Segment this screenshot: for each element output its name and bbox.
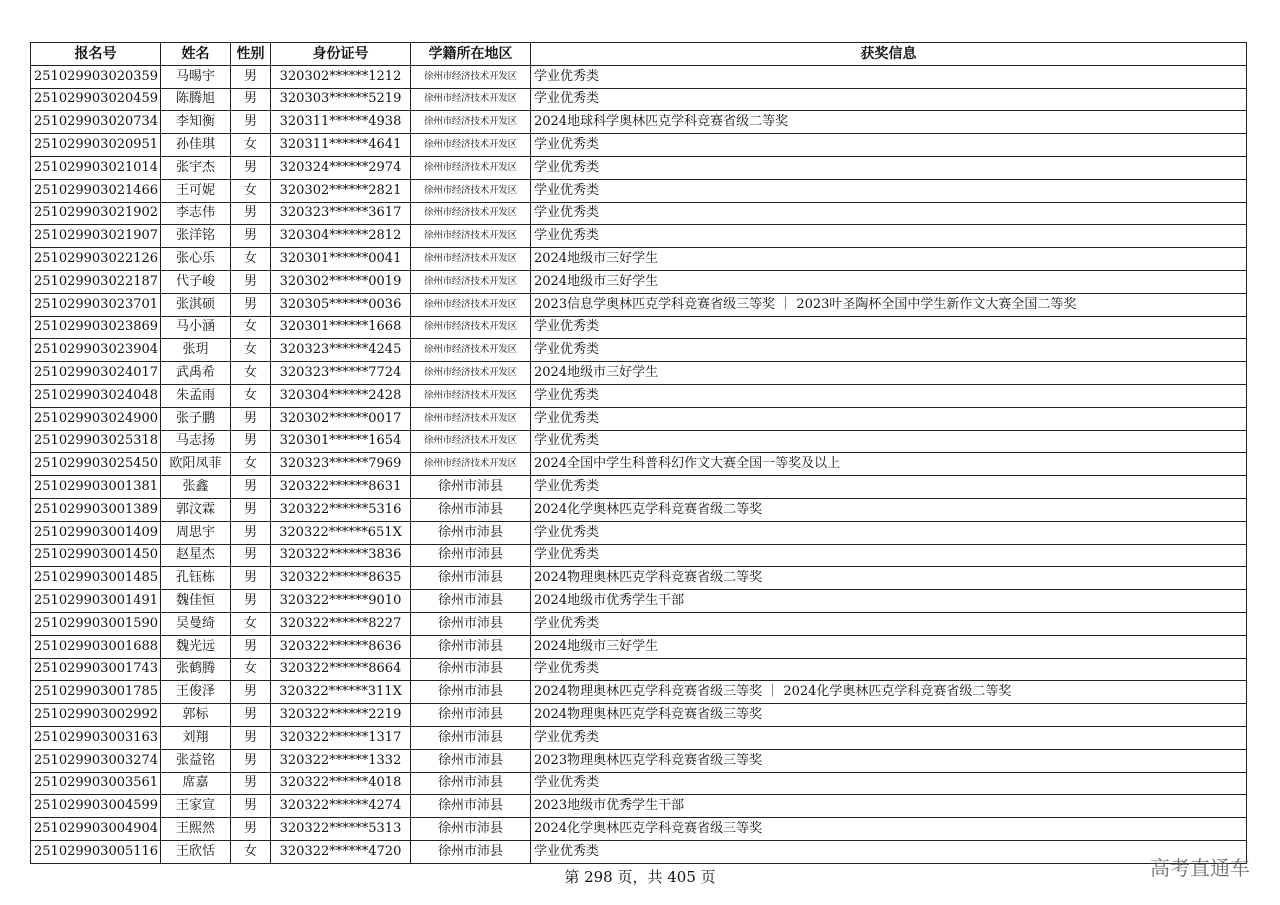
table-row bbox=[31, 749, 1247, 772]
table-row bbox=[31, 316, 1247, 339]
award-info-cell: 学业优秀类 bbox=[531, 840, 1247, 863]
registration-number-cell: 251029903023869 bbox=[31, 316, 161, 339]
name-cell: 赵星杰 bbox=[161, 544, 231, 567]
registration-number-cell: 251029903020359 bbox=[31, 65, 161, 88]
name-cell: 武禹希 bbox=[161, 362, 231, 385]
table-row bbox=[31, 179, 1247, 202]
gender-cell: 女 bbox=[231, 453, 271, 476]
gender-cell: 女 bbox=[231, 840, 271, 863]
id-number-cell: 320322******8635 bbox=[271, 567, 411, 590]
id-number-cell: 320322******1332 bbox=[271, 749, 411, 772]
table-row bbox=[31, 476, 1247, 499]
table-row bbox=[31, 521, 1247, 544]
table-row bbox=[31, 567, 1247, 590]
table-row bbox=[31, 590, 1247, 613]
registration-number-cell: 251029903025450 bbox=[31, 453, 161, 476]
name-cell: 马志扬 bbox=[161, 430, 231, 453]
award-info-cell: 学业优秀类 bbox=[531, 179, 1247, 202]
registration-number-cell: 251029903001450 bbox=[31, 544, 161, 567]
id-number-cell: 320323******7969 bbox=[271, 453, 411, 476]
region-cell: 徐州市经济技术开发区 bbox=[411, 156, 531, 179]
name-cell: 王熙然 bbox=[161, 818, 231, 841]
registration-number-cell: 251029903001785 bbox=[31, 681, 161, 704]
award-info-cell: 2023物理奥林匹克学科竞赛省级三等奖 bbox=[531, 749, 1247, 772]
gender-cell: 男 bbox=[231, 795, 271, 818]
award-info-cell: 学业优秀类 bbox=[531, 430, 1247, 453]
table-row bbox=[31, 681, 1247, 704]
award-info-cell: 2024地级市三好学生 bbox=[531, 248, 1247, 271]
region-cell: 徐州市经济技术开发区 bbox=[411, 134, 531, 157]
id-number-cell: 320322******2219 bbox=[271, 704, 411, 727]
name-cell: 郭汶霖 bbox=[161, 498, 231, 521]
registration-number-cell: 251029903024048 bbox=[31, 384, 161, 407]
name-cell: 马小涵 bbox=[161, 316, 231, 339]
table-row bbox=[31, 156, 1247, 179]
id-number-cell: 320322******4018 bbox=[271, 772, 411, 795]
gender-cell: 女 bbox=[231, 362, 271, 385]
watermark-logo: 高考直通车 bbox=[1150, 856, 1250, 880]
id-number-cell: 320302******0017 bbox=[271, 407, 411, 430]
registration-number-cell: 251029903021014 bbox=[31, 156, 161, 179]
registration-number-cell: 251029903020459 bbox=[31, 88, 161, 111]
gender-cell: 男 bbox=[231, 293, 271, 316]
registration-number-cell: 251029903002992 bbox=[31, 704, 161, 727]
header-id-number: 身份证号 bbox=[271, 43, 411, 66]
gender-cell: 男 bbox=[231, 476, 271, 499]
award-info-cell: 2024地级市三好学生 bbox=[531, 362, 1247, 385]
registration-number-cell: 251029903001409 bbox=[31, 521, 161, 544]
table-row bbox=[31, 202, 1247, 225]
name-cell: 欧阳凤菲 bbox=[161, 453, 231, 476]
gender-cell: 男 bbox=[231, 567, 271, 590]
table-row bbox=[31, 384, 1247, 407]
table-row bbox=[31, 270, 1247, 293]
gender-cell: 男 bbox=[231, 156, 271, 179]
table-row bbox=[31, 225, 1247, 248]
award-info-cell: 学业优秀类 bbox=[531, 316, 1247, 339]
region-cell: 徐州市沛县 bbox=[411, 521, 531, 544]
award-info-cell: 学业优秀类 bbox=[531, 88, 1247, 111]
table-row bbox=[31, 111, 1247, 134]
registration-number-cell: 251029903021466 bbox=[31, 179, 161, 202]
id-number-cell: 320323******3617 bbox=[271, 202, 411, 225]
id-number-cell: 320322******8636 bbox=[271, 635, 411, 658]
gender-cell: 男 bbox=[231, 749, 271, 772]
name-cell: 王俊泽 bbox=[161, 681, 231, 704]
id-number-cell: 320322******651X bbox=[271, 521, 411, 544]
id-number-cell: 320322******8631 bbox=[271, 476, 411, 499]
registration-number-cell: 251029903005116 bbox=[31, 840, 161, 863]
region-cell: 徐州市沛县 bbox=[411, 726, 531, 749]
region-cell: 徐州市沛县 bbox=[411, 818, 531, 841]
header-gender: 性别 bbox=[231, 43, 271, 66]
page-number: 第 298 页，共 405 页 bbox=[564, 868, 716, 886]
registration-number-cell: 251029903025318 bbox=[31, 430, 161, 453]
header-award-info: 获奖信息 bbox=[531, 43, 1247, 66]
award-info-cell: 学业优秀类 bbox=[531, 156, 1247, 179]
award-info-cell: 学业优秀类 bbox=[531, 407, 1247, 430]
region-cell: 徐州市沛县 bbox=[411, 658, 531, 681]
header-registration-number: 报名号 bbox=[31, 43, 161, 66]
name-cell: 郭标 bbox=[161, 704, 231, 727]
table-row bbox=[31, 407, 1247, 430]
region-cell: 徐州市经济技术开发区 bbox=[411, 225, 531, 248]
name-cell: 刘翔 bbox=[161, 726, 231, 749]
registration-number-cell: 251029903024017 bbox=[31, 362, 161, 385]
gender-cell: 男 bbox=[231, 681, 271, 704]
name-cell: 孔钰栋 bbox=[161, 567, 231, 590]
id-number-cell: 320301******0041 bbox=[271, 248, 411, 271]
registration-number-cell: 251029903004904 bbox=[31, 818, 161, 841]
table-row bbox=[31, 612, 1247, 635]
award-info-cell: 学业优秀类 bbox=[531, 612, 1247, 635]
gender-cell: 女 bbox=[231, 339, 271, 362]
id-number-cell: 320302******2821 bbox=[271, 179, 411, 202]
region-cell: 徐州市沛县 bbox=[411, 612, 531, 635]
award-info-cell: 学业优秀类 bbox=[531, 772, 1247, 795]
id-number-cell: 320311******4938 bbox=[271, 111, 411, 134]
region-cell: 徐州市经济技术开发区 bbox=[411, 453, 531, 476]
region-cell: 徐州市经济技术开发区 bbox=[411, 339, 531, 362]
name-cell: 魏佳恒 bbox=[161, 590, 231, 613]
table-row bbox=[31, 840, 1247, 863]
region-cell: 徐州市沛县 bbox=[411, 749, 531, 772]
gender-cell: 女 bbox=[231, 384, 271, 407]
table-header-row bbox=[31, 43, 1247, 66]
id-number-cell: 320322******3836 bbox=[271, 544, 411, 567]
table-row bbox=[31, 658, 1247, 681]
gender-cell: 女 bbox=[231, 248, 271, 271]
gender-cell: 女 bbox=[231, 612, 271, 635]
name-cell: 马晹宇 bbox=[161, 65, 231, 88]
id-number-cell: 320322******8227 bbox=[271, 612, 411, 635]
header-name: 姓名 bbox=[161, 43, 231, 66]
region-cell: 徐州市沛县 bbox=[411, 567, 531, 590]
id-number-cell: 320311******4641 bbox=[271, 134, 411, 157]
award-info-cell: 学业优秀类 bbox=[531, 339, 1247, 362]
gender-cell: 男 bbox=[231, 818, 271, 841]
table-row bbox=[31, 248, 1247, 271]
region-cell: 徐州市经济技术开发区 bbox=[411, 111, 531, 134]
region-cell: 徐州市经济技术开发区 bbox=[411, 65, 531, 88]
id-number-cell: 320302******1212 bbox=[271, 65, 411, 88]
award-info-cell: 学业优秀类 bbox=[531, 384, 1247, 407]
table-row bbox=[31, 65, 1247, 88]
id-number-cell: 320322******4274 bbox=[271, 795, 411, 818]
id-number-cell: 320322******311X bbox=[271, 681, 411, 704]
name-cell: 张玥 bbox=[161, 339, 231, 362]
registration-number-cell: 251029903020734 bbox=[31, 111, 161, 134]
region-cell: 徐州市经济技术开发区 bbox=[411, 293, 531, 316]
id-number-cell: 320323******4245 bbox=[271, 339, 411, 362]
award-list-table bbox=[30, 42, 1247, 864]
registration-number-cell: 251029903001381 bbox=[31, 476, 161, 499]
award-info-cell: 2024地级市三好学生 bbox=[531, 270, 1247, 293]
region-cell: 徐州市沛县 bbox=[411, 772, 531, 795]
table-row bbox=[31, 795, 1247, 818]
gender-cell: 女 bbox=[231, 134, 271, 157]
registration-number-cell: 251029903001688 bbox=[31, 635, 161, 658]
table-row bbox=[31, 772, 1247, 795]
award-info-cell: 学业优秀类 bbox=[531, 202, 1247, 225]
name-cell: 张洋铭 bbox=[161, 225, 231, 248]
region-cell: 徐州市经济技术开发区 bbox=[411, 316, 531, 339]
award-info-cell: 学业优秀类 bbox=[531, 225, 1247, 248]
name-cell: 陈腾旭 bbox=[161, 88, 231, 111]
registration-number-cell: 251029903001743 bbox=[31, 658, 161, 681]
name-cell: 席嘉 bbox=[161, 772, 231, 795]
award-info-cell: 2024地级市三好学生 bbox=[531, 635, 1247, 658]
award-info-cell: 2024物理奥林匹克学科竞赛省级三等奖 bbox=[531, 704, 1247, 727]
award-info-cell: 学业优秀类 bbox=[531, 134, 1247, 157]
name-cell: 代子峻 bbox=[161, 270, 231, 293]
gender-cell: 男 bbox=[231, 65, 271, 88]
id-number-cell: 320304******2812 bbox=[271, 225, 411, 248]
award-info-cell: 2024地级市优秀学生干部 bbox=[531, 590, 1247, 613]
award-info-cell: 2024物理奥林匹克学科竞赛省级三等奖 ｜ 2024化学奥林匹克学科竞赛省级二等奖 bbox=[531, 681, 1247, 704]
region-cell: 徐州市经济技术开发区 bbox=[411, 407, 531, 430]
region-cell: 徐州市经济技术开发区 bbox=[411, 384, 531, 407]
id-number-cell: 320322******1317 bbox=[271, 726, 411, 749]
name-cell: 张鑫 bbox=[161, 476, 231, 499]
registration-number-cell: 251029903024900 bbox=[31, 407, 161, 430]
gender-cell: 女 bbox=[231, 179, 271, 202]
registration-number-cell: 251029903001389 bbox=[31, 498, 161, 521]
name-cell: 张子鹏 bbox=[161, 407, 231, 430]
gender-cell: 男 bbox=[231, 544, 271, 567]
registration-number-cell: 251029903022187 bbox=[31, 270, 161, 293]
gender-cell: 男 bbox=[231, 407, 271, 430]
gender-cell: 男 bbox=[231, 88, 271, 111]
gender-cell: 男 bbox=[231, 704, 271, 727]
id-number-cell: 320324******2974 bbox=[271, 156, 411, 179]
region-cell: 徐州市沛县 bbox=[411, 590, 531, 613]
id-number-cell: 320304******2428 bbox=[271, 384, 411, 407]
region-cell: 徐州市沛县 bbox=[411, 544, 531, 567]
name-cell: 张心乐 bbox=[161, 248, 231, 271]
award-info-cell: 学业优秀类 bbox=[531, 521, 1247, 544]
registration-number-cell: 251029903023701 bbox=[31, 293, 161, 316]
registration-number-cell: 251029903023904 bbox=[31, 339, 161, 362]
table-row bbox=[31, 818, 1247, 841]
registration-number-cell: 251029903021902 bbox=[31, 202, 161, 225]
region-cell: 徐州市经济技术开发区 bbox=[411, 270, 531, 293]
gender-cell: 男 bbox=[231, 590, 271, 613]
gender-cell: 男 bbox=[231, 521, 271, 544]
table-row bbox=[31, 339, 1247, 362]
gender-cell: 男 bbox=[231, 111, 271, 134]
id-number-cell: 320301******1654 bbox=[271, 430, 411, 453]
table-row bbox=[31, 704, 1247, 727]
award-info-cell: 2024地球科学奥林匹克学科竞赛省级二等奖 bbox=[531, 111, 1247, 134]
id-number-cell: 320322******5316 bbox=[271, 498, 411, 521]
region-cell: 徐州市沛县 bbox=[411, 476, 531, 499]
table-row bbox=[31, 726, 1247, 749]
name-cell: 李知衡 bbox=[161, 111, 231, 134]
gender-cell: 男 bbox=[231, 270, 271, 293]
registration-number-cell: 251029903003274 bbox=[31, 749, 161, 772]
table-row bbox=[31, 293, 1247, 316]
name-cell: 魏光远 bbox=[161, 635, 231, 658]
gender-cell: 女 bbox=[231, 658, 271, 681]
table-row bbox=[31, 498, 1247, 521]
award-info-cell: 学业优秀类 bbox=[531, 658, 1247, 681]
region-cell: 徐州市经济技术开发区 bbox=[411, 179, 531, 202]
name-cell: 王家宣 bbox=[161, 795, 231, 818]
id-number-cell: 320322******5313 bbox=[271, 818, 411, 841]
region-cell: 徐州市沛县 bbox=[411, 795, 531, 818]
region-cell: 徐州市沛县 bbox=[411, 681, 531, 704]
gender-cell: 男 bbox=[231, 772, 271, 795]
registration-number-cell: 251029903021907 bbox=[31, 225, 161, 248]
name-cell: 周思宇 bbox=[161, 521, 231, 544]
region-cell: 徐州市经济技术开发区 bbox=[411, 202, 531, 225]
registration-number-cell: 251029903004599 bbox=[31, 795, 161, 818]
award-info-cell: 2024化学奥林匹克学科竞赛省级三等奖 bbox=[531, 818, 1247, 841]
region-cell: 徐州市沛县 bbox=[411, 635, 531, 658]
region-cell: 徐州市沛县 bbox=[411, 498, 531, 521]
name-cell: 孙佳琪 bbox=[161, 134, 231, 157]
registration-number-cell: 251029903001485 bbox=[31, 567, 161, 590]
name-cell: 张宇杰 bbox=[161, 156, 231, 179]
table-row bbox=[31, 134, 1247, 157]
gender-cell: 男 bbox=[231, 635, 271, 658]
registration-number-cell: 251029903022126 bbox=[31, 248, 161, 271]
table-row bbox=[31, 453, 1247, 476]
registration-number-cell: 251029903003561 bbox=[31, 772, 161, 795]
award-info-cell: 学业优秀类 bbox=[531, 476, 1247, 499]
award-info-cell: 2024物理奥林匹克学科竞赛省级二等奖 bbox=[531, 567, 1247, 590]
award-info-cell: 2023地级市优秀学生干部 bbox=[531, 795, 1247, 818]
registration-number-cell: 251029903020951 bbox=[31, 134, 161, 157]
id-number-cell: 320322******4720 bbox=[271, 840, 411, 863]
award-info-cell: 2024全国中学生科普科幻作文大赛全国一等奖及以上 bbox=[531, 453, 1247, 476]
table-row bbox=[31, 88, 1247, 111]
gender-cell: 男 bbox=[231, 726, 271, 749]
gender-cell: 男 bbox=[231, 202, 271, 225]
region-cell: 徐州市经济技术开发区 bbox=[411, 362, 531, 385]
gender-cell: 男 bbox=[231, 498, 271, 521]
id-number-cell: 320323******7724 bbox=[271, 362, 411, 385]
gender-cell: 男 bbox=[231, 430, 271, 453]
gender-cell: 女 bbox=[231, 316, 271, 339]
name-cell: 李志伟 bbox=[161, 202, 231, 225]
award-info-cell: 学业优秀类 bbox=[531, 65, 1247, 88]
name-cell: 王欣恬 bbox=[161, 840, 231, 863]
name-cell: 吴曼绮 bbox=[161, 612, 231, 635]
id-number-cell: 320322******8664 bbox=[271, 658, 411, 681]
table-row bbox=[31, 635, 1247, 658]
id-number-cell: 320322******9010 bbox=[271, 590, 411, 613]
header-region: 学籍所在地区 bbox=[411, 43, 531, 66]
award-info-cell: 2024化学奥林匹克学科竞赛省级二等奖 bbox=[531, 498, 1247, 521]
registration-number-cell: 251029903001491 bbox=[31, 590, 161, 613]
id-number-cell: 320303******5219 bbox=[271, 88, 411, 111]
table-body bbox=[31, 65, 1247, 863]
registration-number-cell: 251029903001590 bbox=[31, 612, 161, 635]
table-row bbox=[31, 544, 1247, 567]
registration-number-cell: 251029903003163 bbox=[31, 726, 161, 749]
region-cell: 徐州市沛县 bbox=[411, 704, 531, 727]
id-number-cell: 320301******1668 bbox=[271, 316, 411, 339]
gender-cell: 男 bbox=[231, 225, 271, 248]
name-cell: 张鹤腾 bbox=[161, 658, 231, 681]
region-cell: 徐州市沛县 bbox=[411, 840, 531, 863]
name-cell: 张益铭 bbox=[161, 749, 231, 772]
name-cell: 王可妮 bbox=[161, 179, 231, 202]
region-cell: 徐州市经济技术开发区 bbox=[411, 88, 531, 111]
name-cell: 朱孟雨 bbox=[161, 384, 231, 407]
name-cell: 张淇硕 bbox=[161, 293, 231, 316]
table-row bbox=[31, 430, 1247, 453]
id-number-cell: 320305******0036 bbox=[271, 293, 411, 316]
table-row bbox=[31, 362, 1247, 385]
award-info-cell: 学业优秀类 bbox=[531, 544, 1247, 567]
region-cell: 徐州市经济技术开发区 bbox=[411, 430, 531, 453]
region-cell: 徐州市经济技术开发区 bbox=[411, 248, 531, 271]
award-info-cell: 学业优秀类 bbox=[531, 726, 1247, 749]
id-number-cell: 320302******0019 bbox=[271, 270, 411, 293]
award-info-cell: 2023信息学奥林匹克学科竞赛省级三等奖 ｜ 2023叶圣陶杯全国中学生新作文大赛全国二等奖 bbox=[531, 293, 1247, 316]
